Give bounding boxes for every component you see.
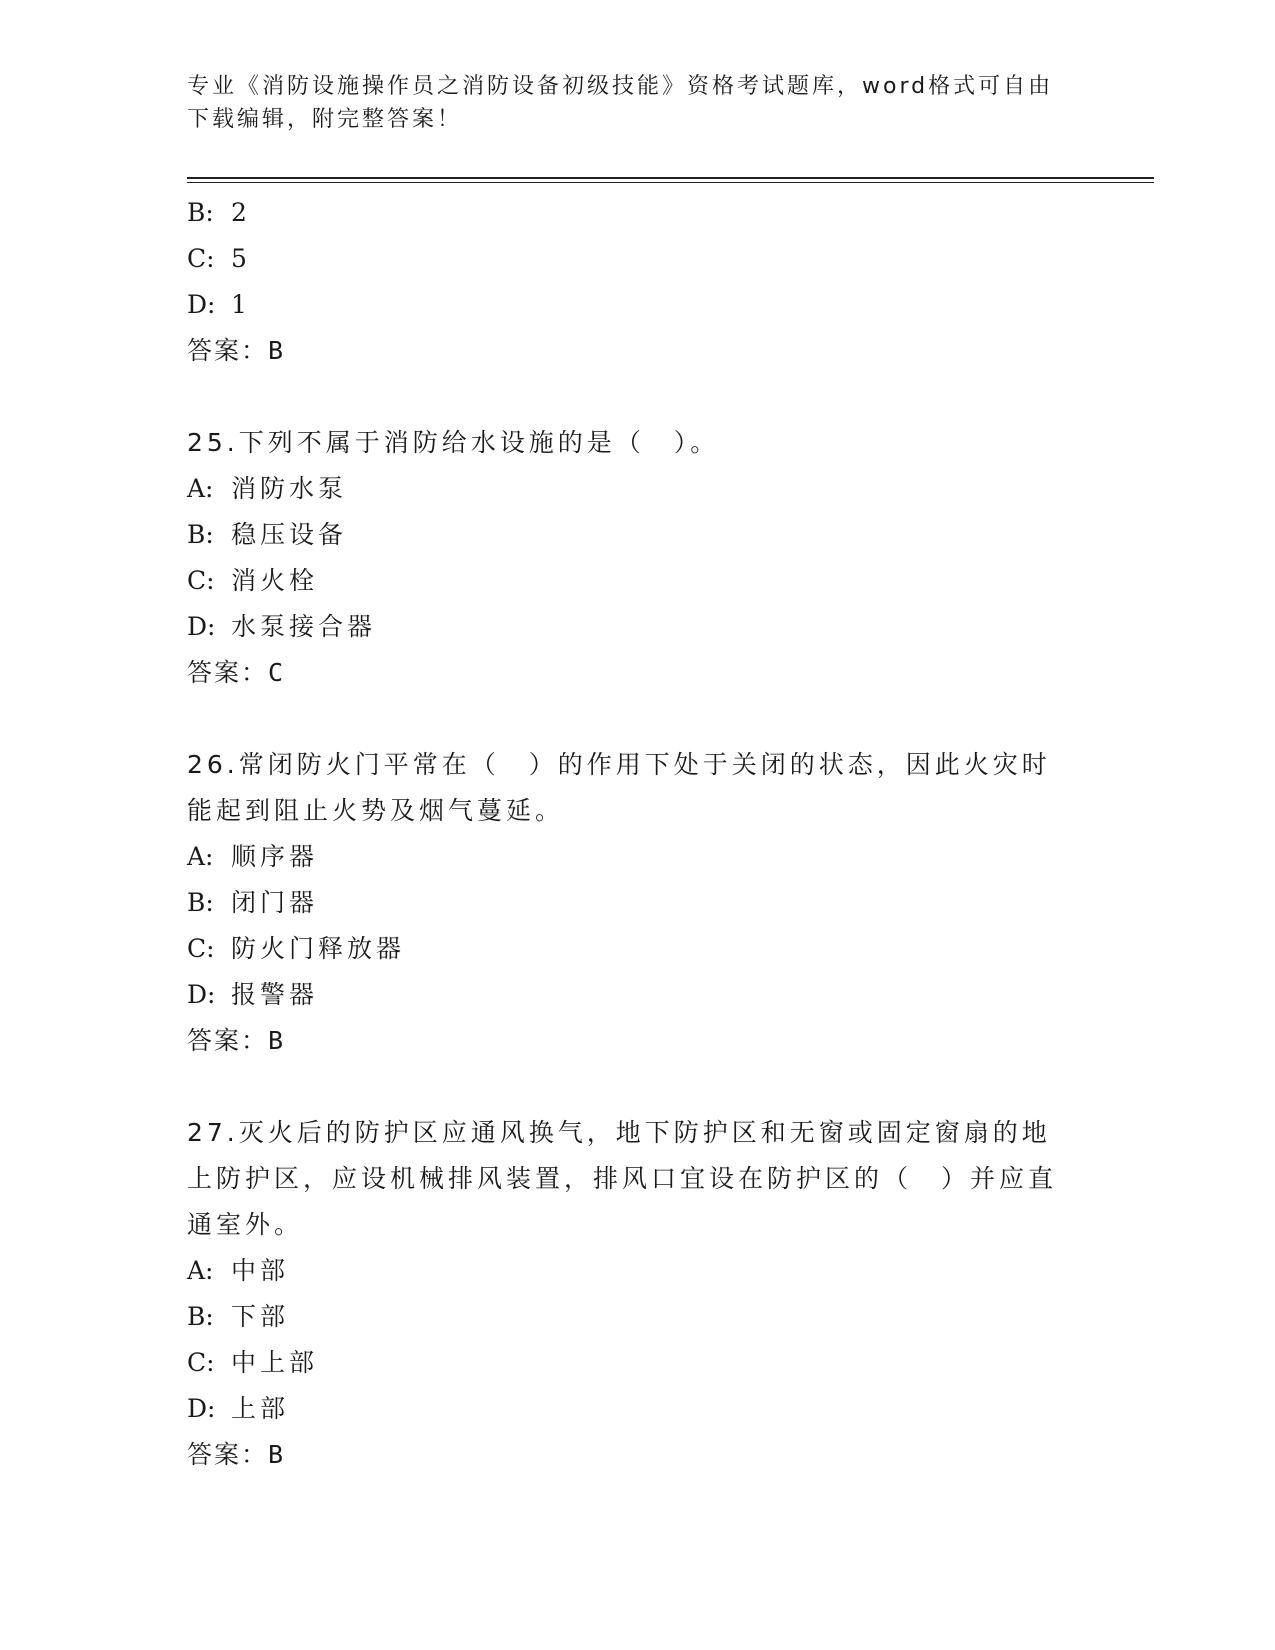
option-b: B: 稳压设备 <box>187 520 348 549</box>
option-b: B: 下部 <box>187 1302 290 1331</box>
answer-line: 答案：C <box>187 658 286 687</box>
option-c: C: 防火门释放器 <box>187 934 406 963</box>
option-c: C: 中上部 <box>187 1348 319 1377</box>
option-d: D: 报警器 <box>187 980 319 1009</box>
option-b: B: 闭门器 <box>187 888 319 917</box>
header-divider-thin <box>187 182 1154 183</box>
question-stem: 26.常闭防火门平常在（ ）的作用下处于关闭的状态，因此火灾时能起到阻止火势及烟气蔓延。 <box>187 750 1051 825</box>
option-d: D: 水泵接合器 <box>187 612 377 641</box>
question-27 <box>187 1110 1087 1478</box>
question-25 <box>187 420 1087 696</box>
option-d: D: 1 <box>187 290 251 319</box>
question-stem: 25.下列不属于消防给水设施的是（ ）。 <box>187 428 720 457</box>
option-a: A: 中部 <box>187 1256 290 1285</box>
answer-line: 答案：B <box>187 1440 286 1469</box>
option-a: A: 顺序器 <box>187 842 319 871</box>
question-stem: 27.灭火后的防护区应通风换气，地下防护区和无窗或固定窗扇的地上防护区，应设机械排风装置，排风口宜设在防护区的（ ）并应直通室外。 <box>187 1118 1058 1239</box>
question-24-tail <box>187 190 1087 374</box>
option-b: B: 2 <box>187 198 251 227</box>
header-divider-thick <box>187 177 1154 179</box>
option-d: D: 上部 <box>187 1394 290 1423</box>
option-c: C: 5 <box>187 244 251 273</box>
option-c: C: 消火栓 <box>187 566 319 595</box>
document-header: 专业《消防设施操作员之消防设备初级技能》资格考试题库，word格式可自由下载编辑，附完整答案！ <box>187 74 1054 132</box>
answer-line: 答案：B <box>187 1026 286 1055</box>
question-list <box>187 190 1087 1478</box>
answer-line: 答案：B <box>187 336 286 365</box>
question-26 <box>187 742 1087 1064</box>
option-a: A: 消防水泵 <box>187 474 348 503</box>
